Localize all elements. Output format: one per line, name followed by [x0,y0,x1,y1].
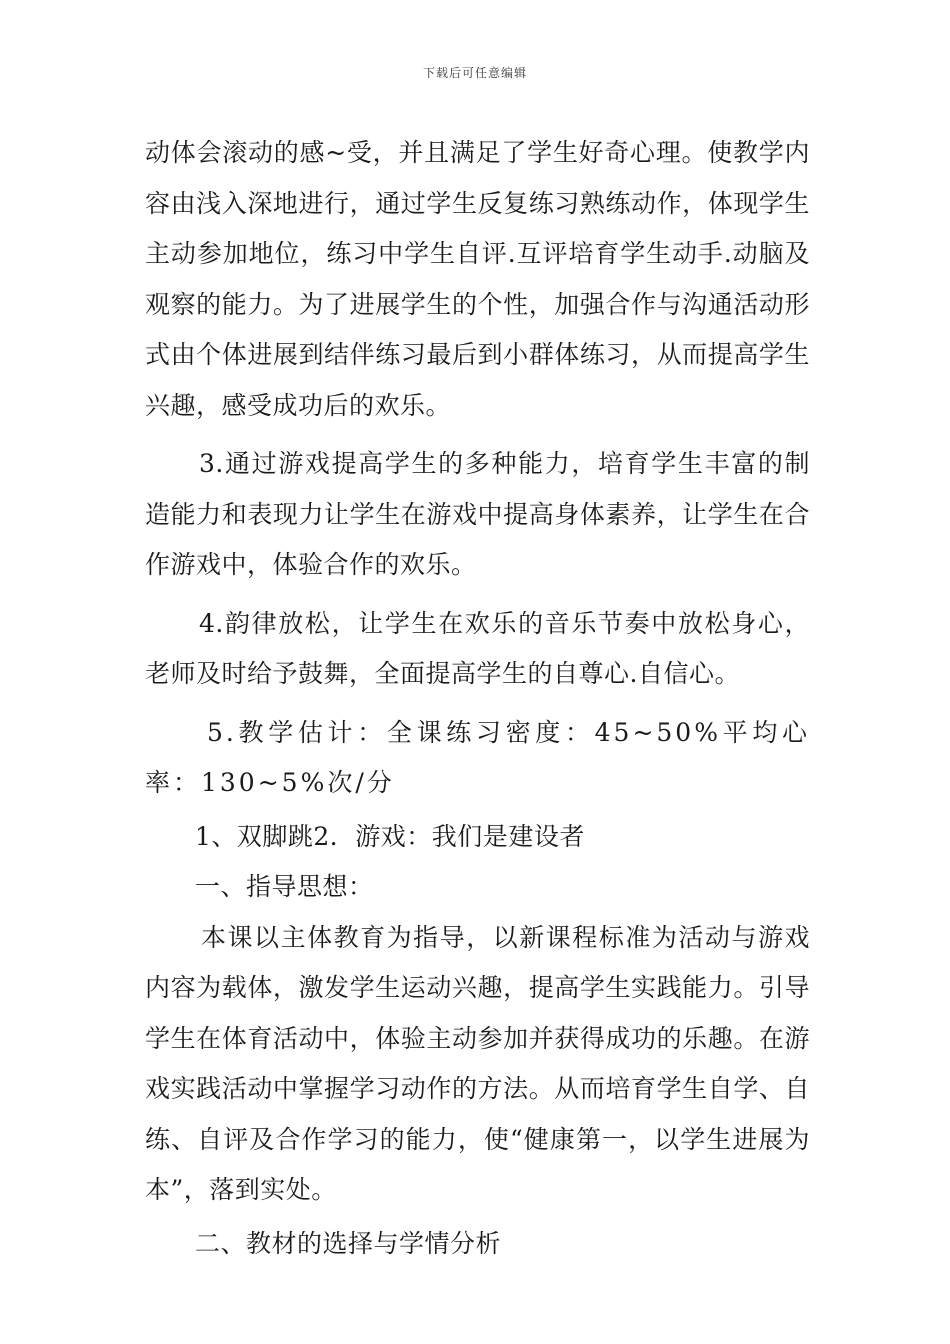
paragraph-item-5: 5.教学估计：全课练习密度：45~50%平均心率：130~5%次/分 [145,717,810,797]
paragraph-item-4: 4.韵律放松，让学生在欢乐的音乐节奏中放松身心，老师及时给予鼓舞，全面提高学生的自尊心.自信心。 [145,608,810,688]
paragraph-continuation: 动体会滚动的感~受，并且满足了学生好奇心理。使教学内容由浅入深地进行，通过学生反复练习熟练动作，体现学生主动参加地位，练习中学生自评.互评培育学生动手.动脑及观察的能力。为了进展学生的个性，加强合作与沟通活动形式由个体进展到结伴练习最后到小群体练习，从而提高学生兴趣，感受成功后的欢乐。 [145,138,810,420]
page-header: 下载后可任意编辑 [422,66,527,80]
section-heading-guiding-thought: 一、指导思想： [195,872,374,901]
section-line-topic: 1、双脚跳2．游戏：我们是建设者 [195,821,585,851]
paragraph-guiding-thought: 本课以主体教育为指导，以新课程标准为活动与游戏内容为载体，激发学生运动兴趣，提高学生实践能力。引导学生在体育活动中，体验主动参加并获得成功的乐趣。在游戏实践活动中掌握学习动作的方法。从而培育学生自学、自练、自评及合作学习的能力，使“健康第一，以学生进展为本”，落到实处。 [145,922,810,1204]
document-body [145,128,810,1269]
paragraph-item-3: 3.通过游戏提高学生的多种能力，培育学生丰富的制造能力和表现力让学生在游戏中提高身体素养，让学生在合作游戏中，体验合作的欢乐。 [145,449,810,579]
section-heading-materials: 二、教材的选择与学情分析 [195,1228,502,1258]
